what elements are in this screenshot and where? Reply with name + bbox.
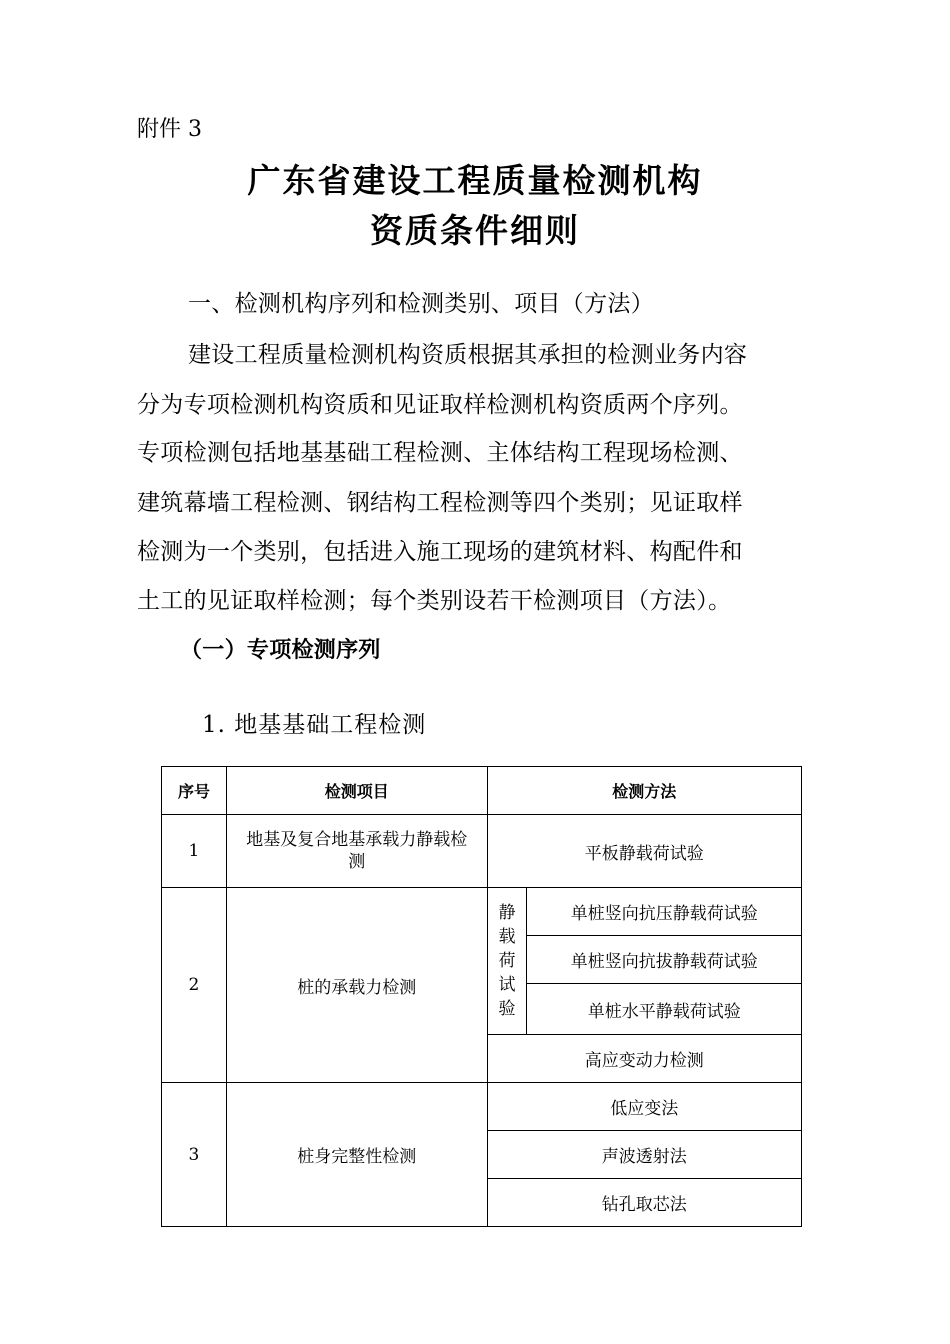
section-heading: 一、检测机构序列和检测类别、项目（方法） (188, 291, 654, 317)
paragraph-line: 专项检测包括地基基础工程检测、主体结构工程现场检测、 (137, 440, 743, 466)
row-no: 1 (162, 815, 227, 888)
item-heading: 1. 地基基础工程检测 (202, 712, 427, 738)
row-method: 单桩竖向抗拔静载荷试验 (527, 936, 802, 984)
row-method: 单桩水平静载荷试验 (527, 984, 802, 1035)
paragraph-line: 建筑幕墙工程检测、钢结构工程检测等四个类别；见证取样 (137, 490, 743, 516)
table-row (162, 815, 802, 888)
row-item: 桩的承载力检测 (226, 888, 487, 1083)
subsection-heading: （一）专项检测序列 (180, 638, 381, 663)
attachment-label: 附件 3 (137, 117, 202, 142)
row-method: 平板静载荷试验 (487, 815, 801, 888)
group-label-text: 静 载 荷 试 验 (498, 903, 516, 1019)
row-method: 单桩竖向抗压静载荷试验 (527, 888, 802, 936)
row-item-text: 地基及复合地基承载力静载检测 (246, 830, 468, 872)
row-method: 低应变法 (487, 1083, 801, 1131)
row-no: 3 (162, 1083, 227, 1227)
row-item (226, 815, 487, 888)
paragraph-line: 分为专项检测机构资质和见证取样检测机构资质两个序列。 (137, 392, 743, 418)
table-row (162, 1083, 802, 1131)
header-method: 检测方法 (487, 767, 801, 815)
row-method: 高应变动力检测 (487, 1035, 801, 1083)
header-no: 序号 (162, 767, 227, 815)
inspection-table (161, 766, 802, 1227)
paragraph-line: 检测为一个类别，包括进入施工现场的建筑材料、构配件和 (137, 539, 743, 565)
table-row (162, 888, 802, 936)
paragraph-line: 土工的见证取样检测；每个类别设若干检测项目（方法）。 (137, 588, 732, 614)
title-line-1: 广东省建设工程质量检测机构 (247, 161, 703, 200)
row-method: 钻孔取芯法 (487, 1179, 801, 1227)
header-item: 检测项目 (226, 767, 487, 815)
row-item: 桩身完整性检测 (226, 1083, 487, 1227)
row-method: 声波透射法 (487, 1131, 801, 1179)
title-line-2: 资质条件细则 (370, 211, 580, 250)
row-no: 2 (162, 888, 227, 1083)
paragraph-line: 建设工程质量检测机构资质根据其承担的检测业务内容 (188, 342, 748, 368)
table-header-row (162, 767, 802, 815)
group-label (487, 888, 527, 1035)
